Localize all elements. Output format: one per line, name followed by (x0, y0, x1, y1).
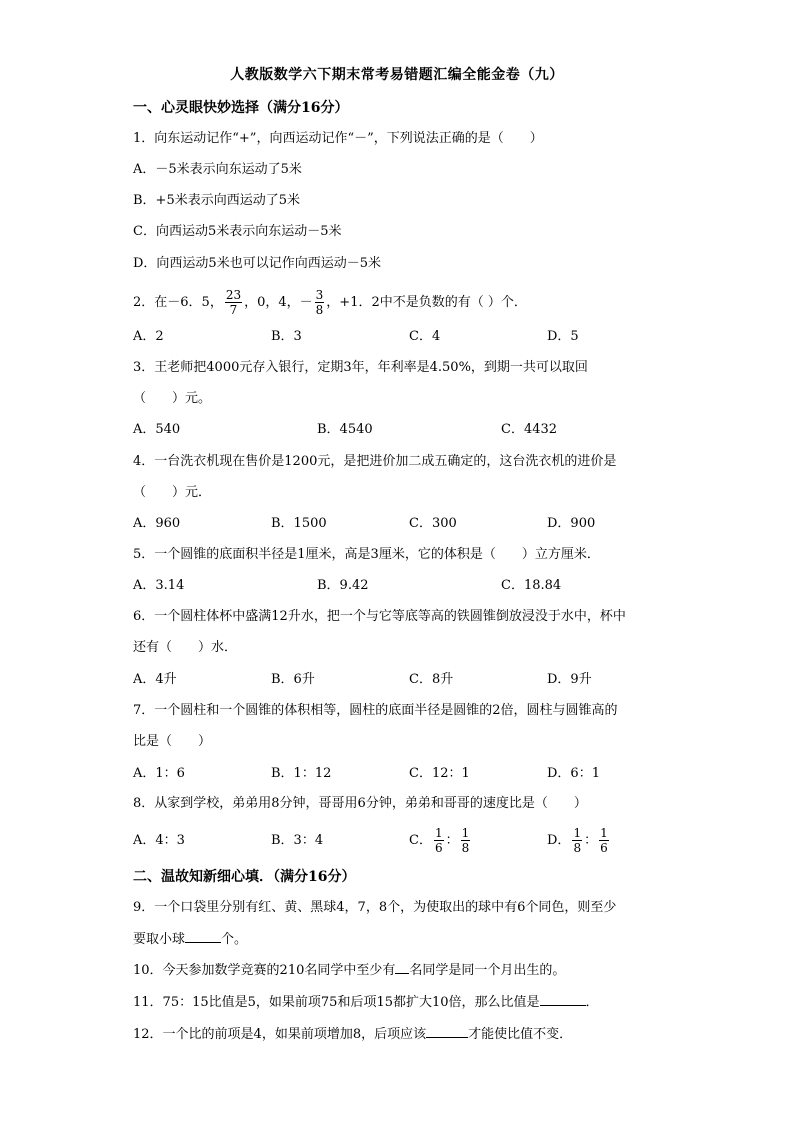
question-5-option-a: A．3.14 (133, 578, 185, 593)
exam-title: 人教版数学六下期末常考易错题汇编全能金卷（九） (230, 67, 564, 83)
question-3-stem-cont: （ ）元。 (133, 391, 212, 406)
question-10-text-pre: 10．今天参加数学竞赛的210名同学中至少有 (133, 963, 396, 978)
question-8-option-d (547, 824, 611, 858)
question-5-option-b: B．9.42 (317, 578, 369, 593)
question-7-stem-cont: 比是（ ） (133, 734, 212, 749)
question-2-stem-mid: ，0，4，－ (244, 295, 313, 310)
question-7-option-b: B．1：12 (271, 766, 332, 781)
question-6-option-c: C．8升 (409, 672, 454, 687)
question-9-text-pre: 要取小球 (133, 932, 186, 947)
question-12-text-post: 才能使比值不变． (468, 1027, 573, 1042)
answer-blank[interactable] (185, 930, 221, 943)
question-6-stem-cont: 还有（ ）水． (133, 640, 238, 655)
question-2-stem-pre: 2．在－6．5， (133, 295, 223, 310)
question-7-stem: 7．一个圆柱和一个圆锥的体积相等，圆柱的底面半径是圆锥的2倍，圆柱与圆锥高的 (133, 703, 618, 718)
question-8-option-a: A．4：3 (133, 833, 185, 848)
question-11-stem (133, 993, 599, 1012)
answer-blank[interactable] (540, 993, 586, 1006)
fraction-denominator: 6 (600, 841, 608, 855)
fraction-numerator: 1 (461, 826, 470, 840)
question-9-stem: 9．一个口袋里分别有红、黄、黑球4，7，8个，为使取出的球中有6个同色，则至少 (133, 900, 617, 915)
question-2-option-d: D．5 (547, 329, 579, 344)
answer-blank[interactable] (395, 961, 409, 974)
question-3-option-b: B．4540 (317, 422, 373, 437)
fraction-3-8 (315, 288, 325, 317)
question-1-option-d: D．向西运动5米也可以记作向西运动－5米 (133, 256, 381, 271)
question-6-option-b: B．6升 (271, 672, 315, 687)
fraction-denominator: 6 (434, 841, 443, 855)
question-10-text-post: 名同学是同一个月出生的。 (409, 963, 566, 978)
question-6-option-d: D．9升 (547, 672, 592, 687)
fraction-numerator: 1 (573, 826, 582, 840)
question-3-option-a: A．540 (133, 422, 181, 437)
ratio-separator: ： (584, 833, 598, 848)
fraction-numerator: 1 (600, 826, 608, 840)
question-6-stem: 6．一个圆柱体杯中盛满12升水，把一个与它等底等高的铁圆锥倒放浸没于水中，杯中 (133, 609, 626, 624)
question-8-option-c (409, 824, 472, 858)
fraction-denominator: 8 (315, 303, 324, 317)
question-4-option-a: A．960 (133, 516, 181, 531)
section-2-heading: 二、温故知新细心填．（满分16分） (133, 869, 356, 885)
question-3-stem: 3．王老师把4000元存入银行，定期3年，年利率是4.50%，到期一共可以取回 (133, 360, 588, 375)
question-2-stem (133, 288, 527, 318)
fraction-denominator: 7 (229, 303, 238, 317)
question-9-stem-cont (133, 930, 247, 949)
question-11-text-pre: 11．75：15比值是5，如果前项75和后项15都扩大10倍，那么比值是 (133, 995, 540, 1010)
question-2-option-a: A．2 (133, 329, 164, 344)
question-11-text-post: ． (585, 995, 599, 1010)
question-1-option-a: A．－5米表示向东运动了5米 (133, 162, 302, 177)
option-c-label: C． (409, 833, 432, 848)
question-7-option-d: D．6：1 (547, 766, 600, 781)
fraction-1-6 (599, 826, 609, 855)
question-2-option-b: B．3 (271, 329, 302, 344)
fraction-1-6 (434, 826, 444, 855)
question-12-text-pre: 12．一个比的前项是4，如果前项增加8，后项应该 (133, 1027, 427, 1042)
fraction-1-8 (461, 826, 471, 855)
fraction-denominator: 8 (573, 841, 582, 855)
question-8-stem: 8．从家到学校，弟弟用8分钟，哥哥用6分钟，弟弟和哥哥的速度比是（ ） (133, 796, 587, 811)
fraction-23-7 (225, 288, 242, 317)
fraction-numerator: 1 (434, 826, 443, 840)
question-5-option-c: C．18.84 (501, 578, 562, 593)
answer-blank[interactable] (426, 1025, 468, 1038)
question-4-option-b: B．1500 (271, 516, 327, 531)
question-4-stem: 4．一台洗衣机现在售价是1200元，是把进价加二成五确定的，这台洗衣机的进价是 (133, 454, 617, 469)
question-2-option-c: C．4 (409, 329, 441, 344)
question-8-option-b: B．3：4 (271, 833, 324, 848)
fraction-denominator: 8 (461, 841, 470, 855)
question-1-option-b: B．+5米表示向西运动了5米 (133, 193, 300, 208)
question-5-stem: 5．一个圆锥的底面积半径是1厘米，高是3厘米，它的体积是（ ）立方厘米． (133, 547, 600, 562)
fraction-1-8 (572, 826, 582, 855)
option-d-label: D． (547, 833, 571, 848)
question-10-stem (133, 961, 565, 980)
question-6-option-a: A．4升 (133, 672, 177, 687)
question-4-stem-cont: （ ）元． (133, 485, 212, 500)
question-12-stem (133, 1025, 572, 1044)
question-1-stem: 1．向东运动记作“+”，向西运动记作“－”，下列说法正确的是（ ） (133, 131, 543, 146)
fraction-numerator: 23 (225, 288, 242, 302)
question-2-stem-post: ，+1．2中不是负数的有（ ）个． (326, 295, 527, 310)
question-3-option-c: C．4432 (501, 422, 558, 437)
fraction-numerator: 3 (315, 288, 324, 302)
ratio-separator: ： (445, 833, 459, 848)
question-7-option-c: C．12：1 (409, 766, 470, 781)
question-7-option-a: A．1：6 (133, 766, 185, 781)
question-4-option-d: D．900 (547, 516, 596, 531)
section-1-heading: 一、心灵眼快妙选择（满分16分） (133, 100, 349, 116)
question-1-option-c: C．向西运动5米表示向东运动－5米 (133, 224, 342, 239)
question-4-option-c: C．300 (409, 516, 457, 531)
question-9-text-post: 个。 (221, 932, 248, 947)
